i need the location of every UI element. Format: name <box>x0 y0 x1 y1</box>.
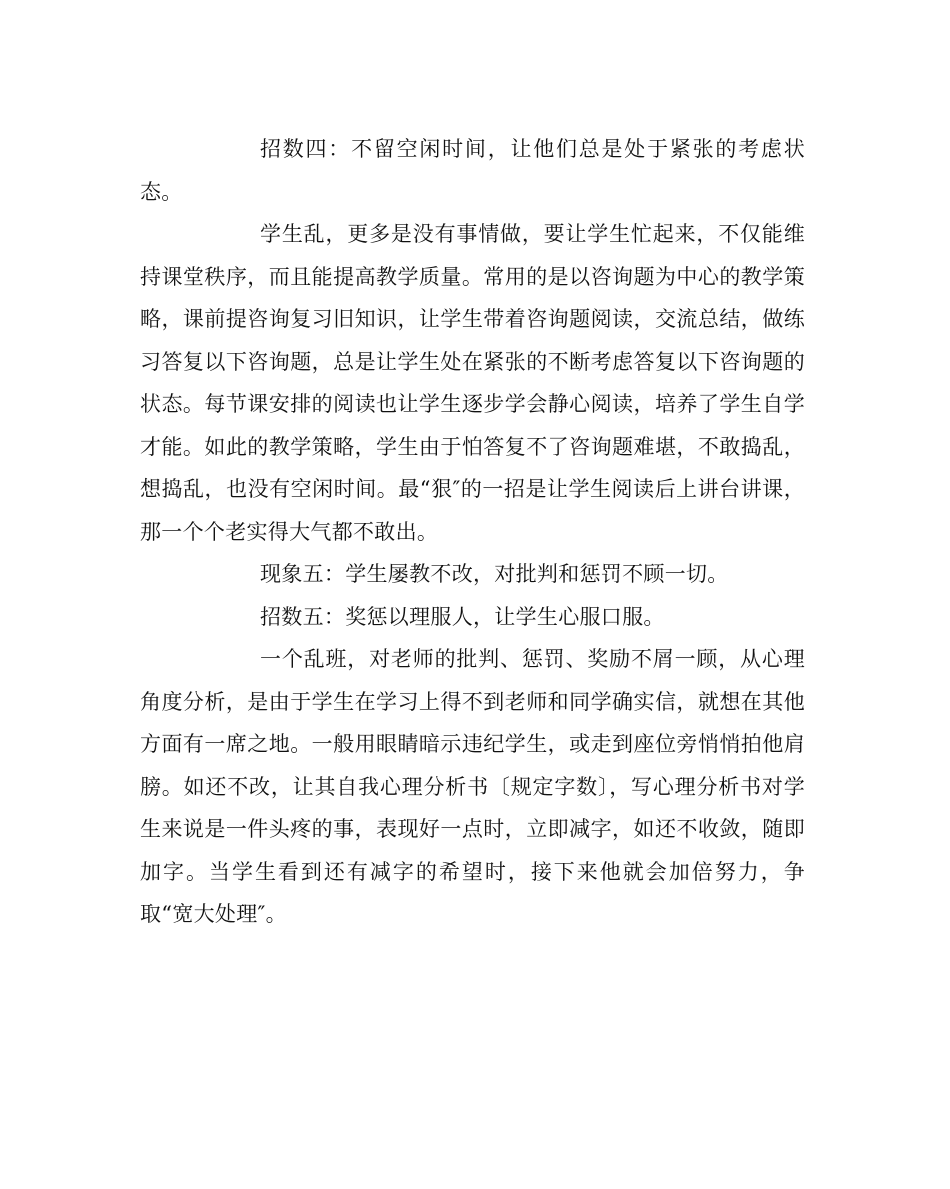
paragraph-phenomenon-five: 现象五：学生屡教不改，对批判和惩罚不顾一切。 <box>260 562 729 586</box>
paragraph-strategy-five-body: 一个乱班，对老师的批判、惩罚、奖励不屑一顾，从心理角度分析，是由于学生在学习上得不到老师和同学确实信，就想在其他方面有一席之地。一般用眼睛暗示违纪学生，或走到座位旁悄悄拍他肩膀。如还不改，让其自我心理分析书〔规定字数〕，写心理分析书对学生来说是一件头疼的事，表现好一点时，立即减字，如还不收敛，随即加字。当学生看到还有减字的希望时，接下来他就会加倍努力，争取“宽大处理″。 <box>140 647 805 926</box>
paragraph-strategy-four-body: 学生乱，更多是没有事情做，要让学生忙起来，不仅能维持课堂秩序，而且能提高教学质量。常用的是以咨询题为中心的教学策略，课前提咨询复习旧知识，让学生带着咨询题阅读，交流总结，做练习答复以下咨询题，总是让学生处在紧张的不断考虑答复以下咨询题的状态。每节课安排的阅读也让学生逐步学会静心阅读，培养了学生自学才能。如此的教学策略，学生由于怕答复不了咨询题难堪，不敢捣乱，想捣乱，也没有空闲时间。最“狠″的一招是让学生阅读后上讲台讲课，那一个个老实得大气都不敢出。 <box>140 222 805 544</box>
paragraph-strategy-five-heading: 招数五：奖惩以理服人，让学生心服口服。 <box>260 604 665 629</box>
document-body <box>140 128 805 936</box>
paragraph-strategy-four-heading: 招数四：不留空闲时间，让他们总是处于紧张的考虑状态。 <box>140 137 805 204</box>
